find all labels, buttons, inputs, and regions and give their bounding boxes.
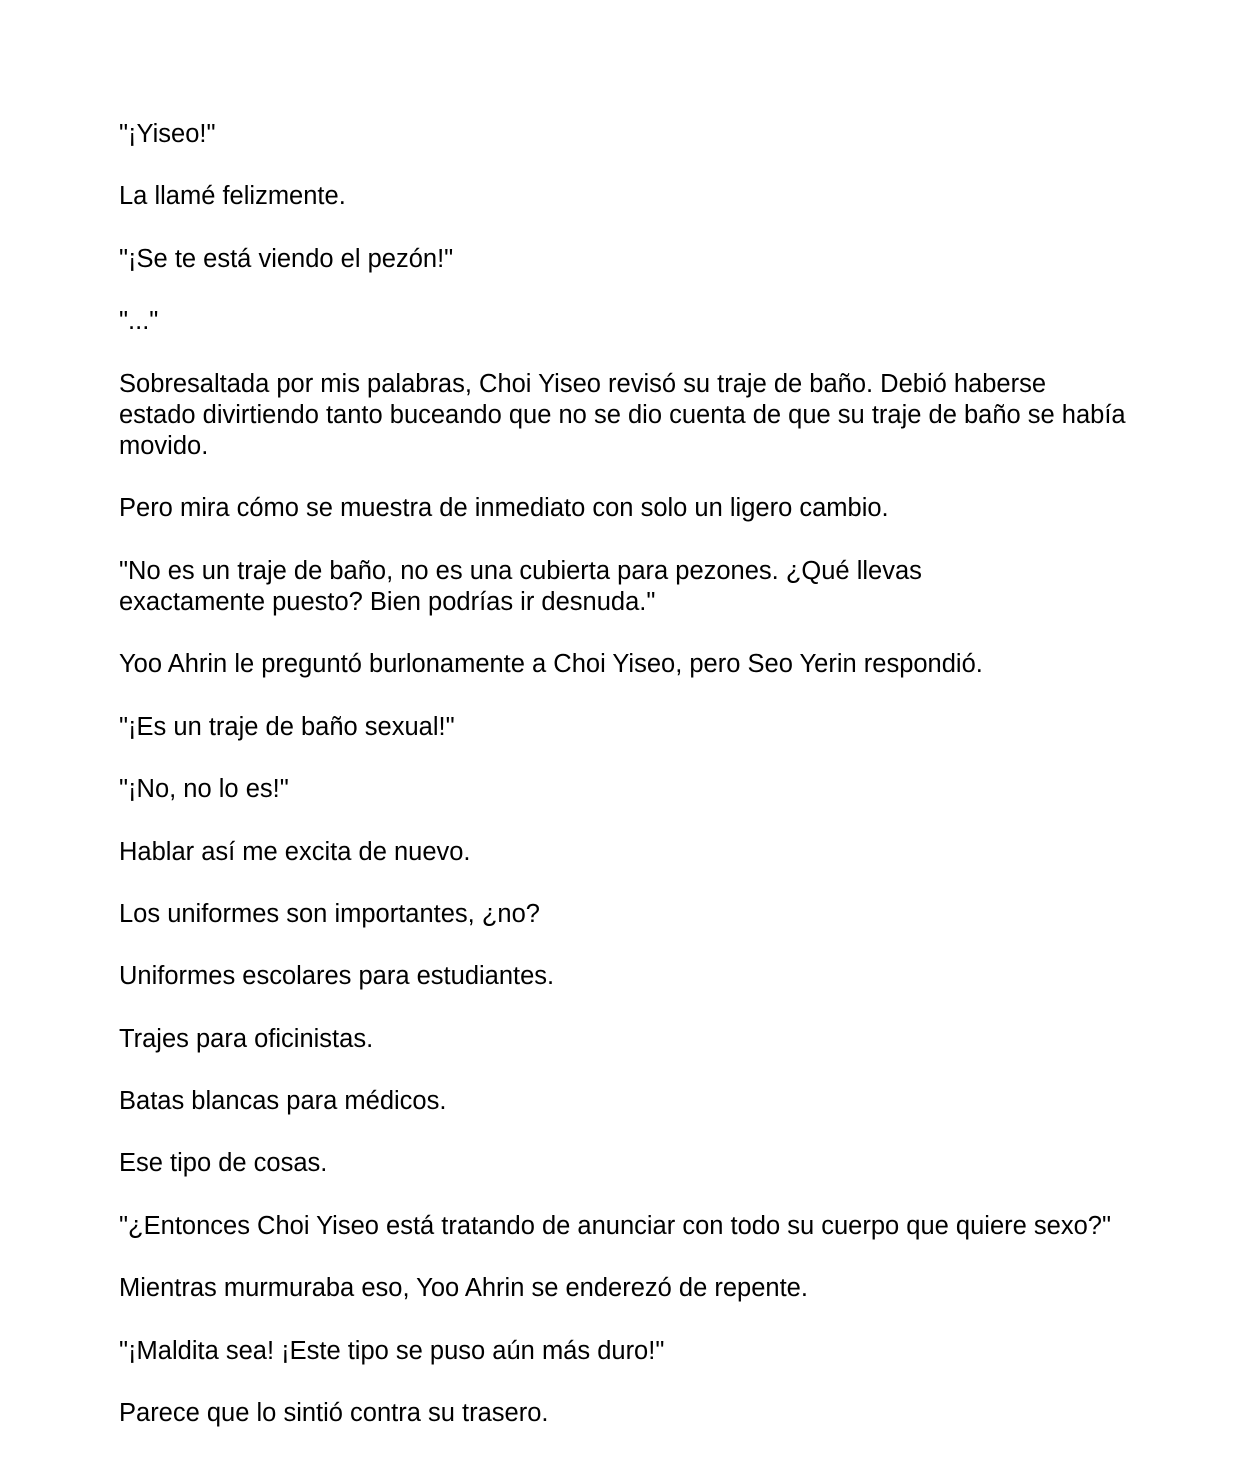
paragraph: "..." <box>119 307 159 336</box>
paragraph: Ese tipo de cosas. <box>119 1149 328 1178</box>
paragraph: Los uniformes son importantes, ¿no? <box>119 899 540 928</box>
paragraph: "No es un traje de baño, no es una cubierta para pezones. ¿Qué llevas exactamente puesto? Bien podrías ir desnuda." <box>119 556 922 616</box>
paragraph: La llamé felizmente. <box>119 182 346 211</box>
paragraph: Trajes para oficinistas. <box>119 1024 374 1053</box>
document-page <box>119 119 1129 1460</box>
paragraph: Hablar así me excita de nuevo. <box>119 837 471 866</box>
paragraph: "¿Entonces Choi Yiseo está tratando de anunciar con todo su cuerpo que quiere sexo?" <box>119 1211 1111 1240</box>
paragraph: "¡Maldita sea! ¡Este tipo se puso aún más duro!" <box>119 1336 665 1365</box>
paragraph: Uniformes escolares para estudiantes. <box>119 962 555 991</box>
paragraph: Parece que lo sintió contra su trasero. <box>119 1399 549 1428</box>
paragraph: Pero mira cómo se muestra de inmediato con solo un ligero cambio. <box>119 494 889 523</box>
paragraph: "¡Yiseo!" <box>119 120 216 148</box>
paragraph: Batas blancas para médicos. <box>119 1087 447 1116</box>
paragraph: Yoo Ahrin le preguntó burlonamente a Choi Yiseo, pero Seo Yerin respondió. <box>119 650 983 679</box>
paragraph: "¡Se te está viendo el pezón!" <box>119 244 454 273</box>
paragraph: "¡Es un traje de baño sexual!" <box>119 712 455 741</box>
paragraph: Sobresaltada por mis palabras, Choi Yiseo revisó su traje de baño. Debió haberse estado divirtiendo tanto buceando que no se dio cuenta de que su traje de baño se había movido. <box>119 369 1126 460</box>
paragraph: "¡No, no lo es!" <box>119 775 289 804</box>
paragraph: Mientras murmuraba eso, Yoo Ahrin se enderezó de repente. <box>119 1274 808 1303</box>
